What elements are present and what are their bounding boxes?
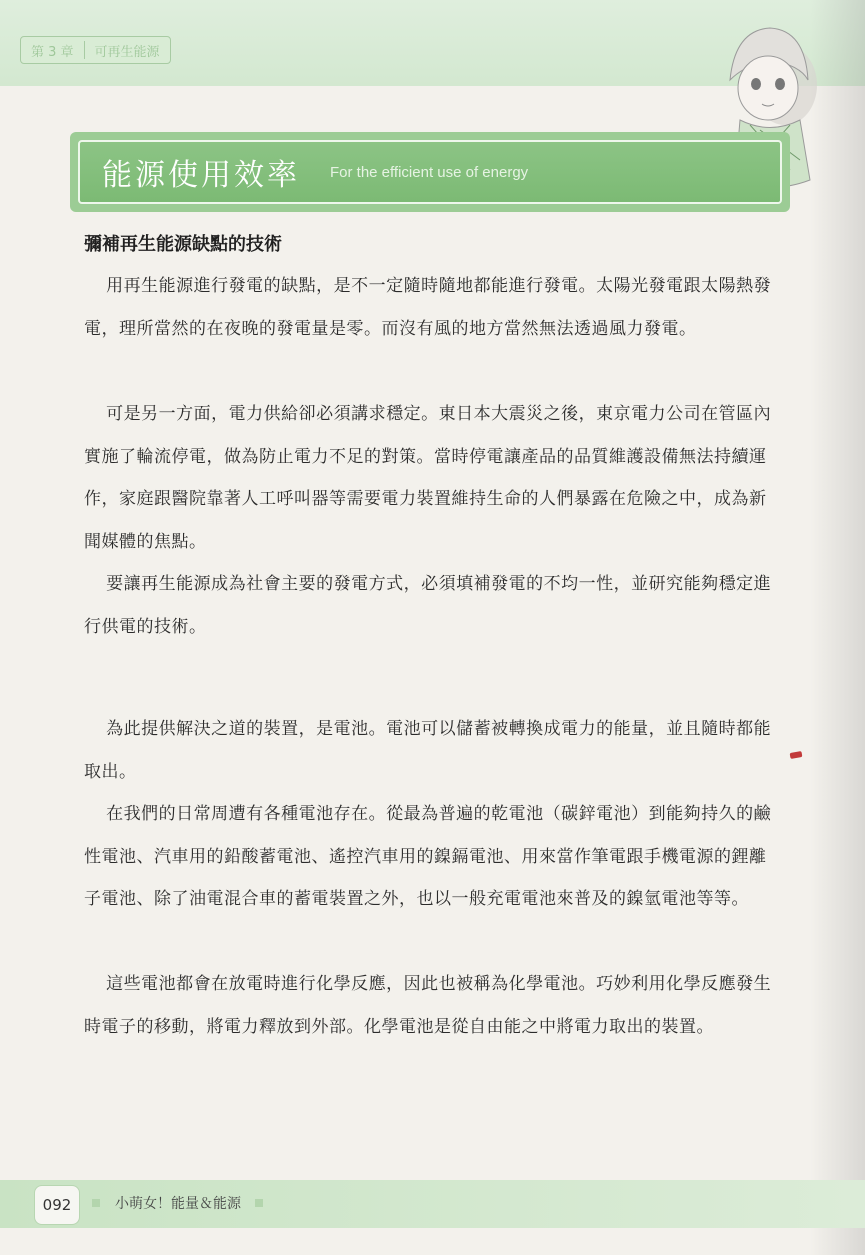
book-title: 小萌女！能量＆能源 [115, 1196, 241, 1212]
paragraph-4: 為此提供解決之道的裝置，是電池。電池可以儲蓄被轉換成電力的能量，並且隨時都能取出。 [84, 719, 772, 782]
footer-dot-left [92, 1199, 100, 1207]
footer-dot-right [255, 1199, 263, 1207]
section-title-bar [70, 132, 790, 212]
section-title-inner [78, 140, 782, 204]
paragraph-3: 要讓再生能源成為社會主要的發電方式，必須填補發電的不均一性，並研究能夠穩定進行供電的技術。 [84, 574, 772, 637]
paragraph-6: 這些電池都會在放電時進行化學反應，因此也被稱為化學電池。巧妙利用化學反應發生時電子的移動，將電力釋放到外部。化學電池是從自由能之中將電力取出的裝置。 [84, 974, 772, 1037]
page-number: 092 [34, 1185, 80, 1225]
section-title: 能源使用效率 [102, 158, 300, 193]
chapter-title: 可再生能源 [94, 44, 160, 60]
paragraph-2: 可是另一方面，電力供給卻必須講求穩定。東日本大震災之後，東京電力公司在管區內實施了輪流停電，做為防止電力不足的對策。當時停電讓產品的品質維護設備無法持續運作，家庭跟醫院靠著人工呼叫器等需要電力裝置維持生命的人們暴露在危險之中，成為新聞媒體的焦點。 [84, 404, 772, 552]
paragraph-1: 用再生能源進行發電的缺點，是不一定隨時隨地都能進行發電。太陽光發電跟太陽熱發電，理所當然的在夜晚的發電量是零。而沒有風的地方當然無法透過風力發電。 [84, 276, 772, 339]
chapter-label: 第 3 章 [31, 44, 74, 60]
paragraph-5: 在我們的日常周遭有各種電池存在。從最為普遍的乾電池（碳鋅電池）到能夠持久的鹼性電池、汽車用的鉛酸蓄電池、遙控汽車用的鎳鎘電池、用來當作筆電跟手機電源的鋰離子電池、除了油電混合車的蓄電裝置之外，也以一般充電電池來普及的鎳氫電池等等。 [84, 804, 772, 909]
section-subtitle: For the efficient use of energy [330, 163, 529, 181]
page-edge-shadow [810, 0, 865, 1255]
bookmark-marker [790, 751, 803, 759]
chapter-tab [20, 36, 171, 64]
subheading: 彌補再生能源缺點的技術 [84, 234, 282, 255]
